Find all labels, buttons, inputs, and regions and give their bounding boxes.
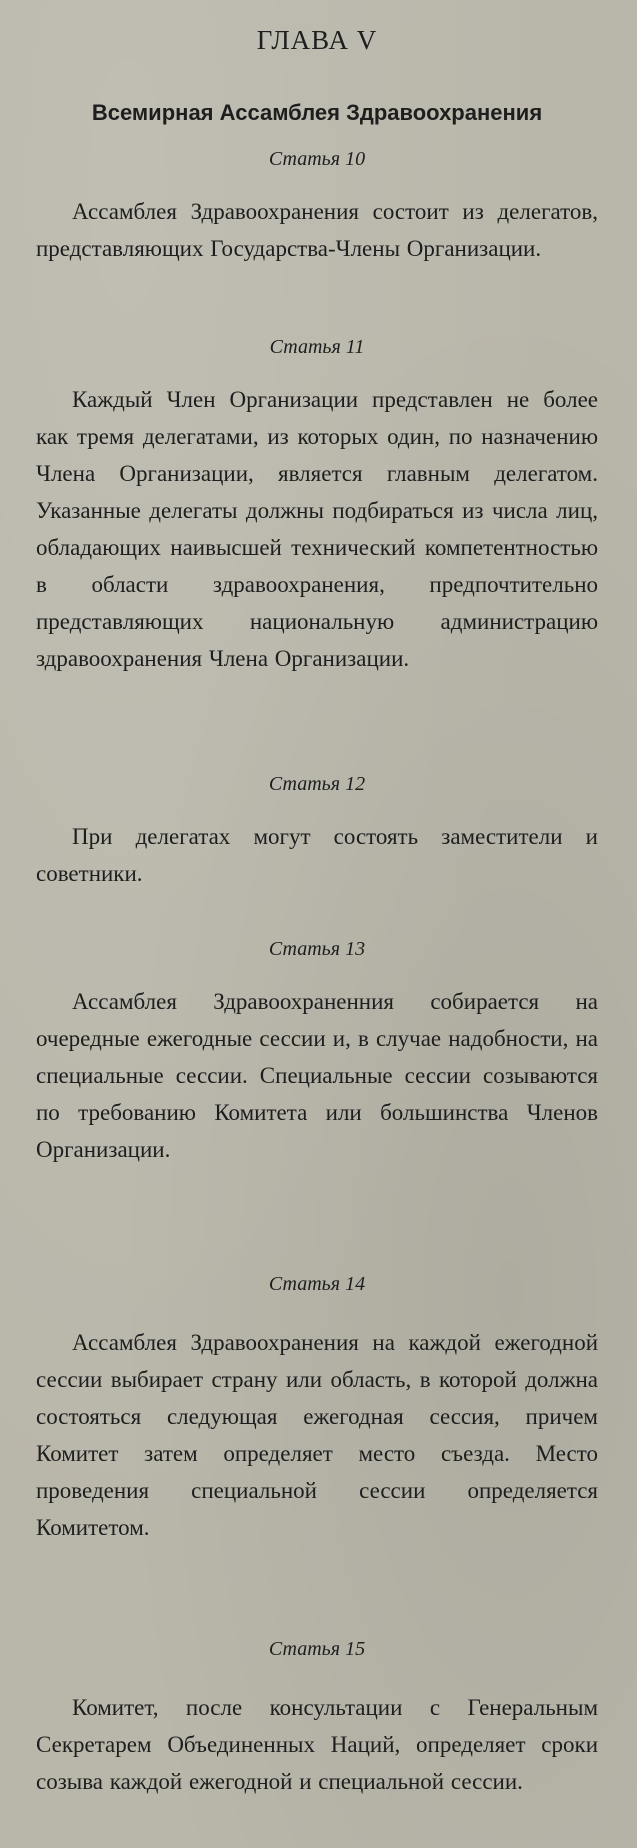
article-heading: Статья 10	[268, 148, 366, 170]
article-heading: Статья 11	[269, 336, 365, 358]
article-heading: Статья 13	[268, 938, 366, 960]
article-text: Ассамблея Здравоохранения состоит из делегатов, представляющих Государства-Члены Организации.	[36, 199, 598, 261]
chapter-number: ГЛАВА V	[256, 25, 378, 55]
article-10	[36, 145, 598, 267]
article-text: При делегатах могут состоять заместители и советники.	[36, 824, 598, 886]
article-14	[36, 1270, 598, 1546]
article-heading: Статья 14	[268, 1273, 366, 1295]
article-heading: Статья 15	[268, 1638, 366, 1660]
article-text: Ассамблея Здравоохранения на каждой ежегодной сессии выбирает страну или область, в которой должна состояться следующая ежегодная сессия, причем Комитет затем определяет место съезда. Место проведения специальной сессии определяется Комитетом.	[36, 1330, 598, 1540]
article-text: Ассамблея Здравоохраненния собирается на очередные ежегодные сессии и, в случае надобности, на специальные сессии. Специальные сессии созываются по требованию Комитета или большинства Членов Организации.	[36, 989, 598, 1162]
article-heading: Статья 12	[268, 773, 366, 795]
article-13	[36, 935, 598, 1168]
article-text: Каждый Член Организации представлен не более как тремя делегатами, из которых один, по назначению Члена Организации, является главным делегатом. Указанные делегаты должны подбираться из числа лиц, обладающих наивысшей технический компетентностью в области здравоохранения, предпочтительно представляющих национальную администрацию здравоохранения Члена Организации.	[36, 387, 598, 671]
chapter-title: Всемирная Ассамблея Здравоохранения	[91, 100, 543, 125]
article-11	[36, 333, 598, 677]
article-text: Комитет, после консультации с Генеральным Секретарем Объединенных Наций, определяет сроки созыва каждой ежегодной и специальной сессии.	[36, 1695, 598, 1794]
article-15	[36, 1635, 598, 1800]
article-12	[36, 770, 598, 892]
